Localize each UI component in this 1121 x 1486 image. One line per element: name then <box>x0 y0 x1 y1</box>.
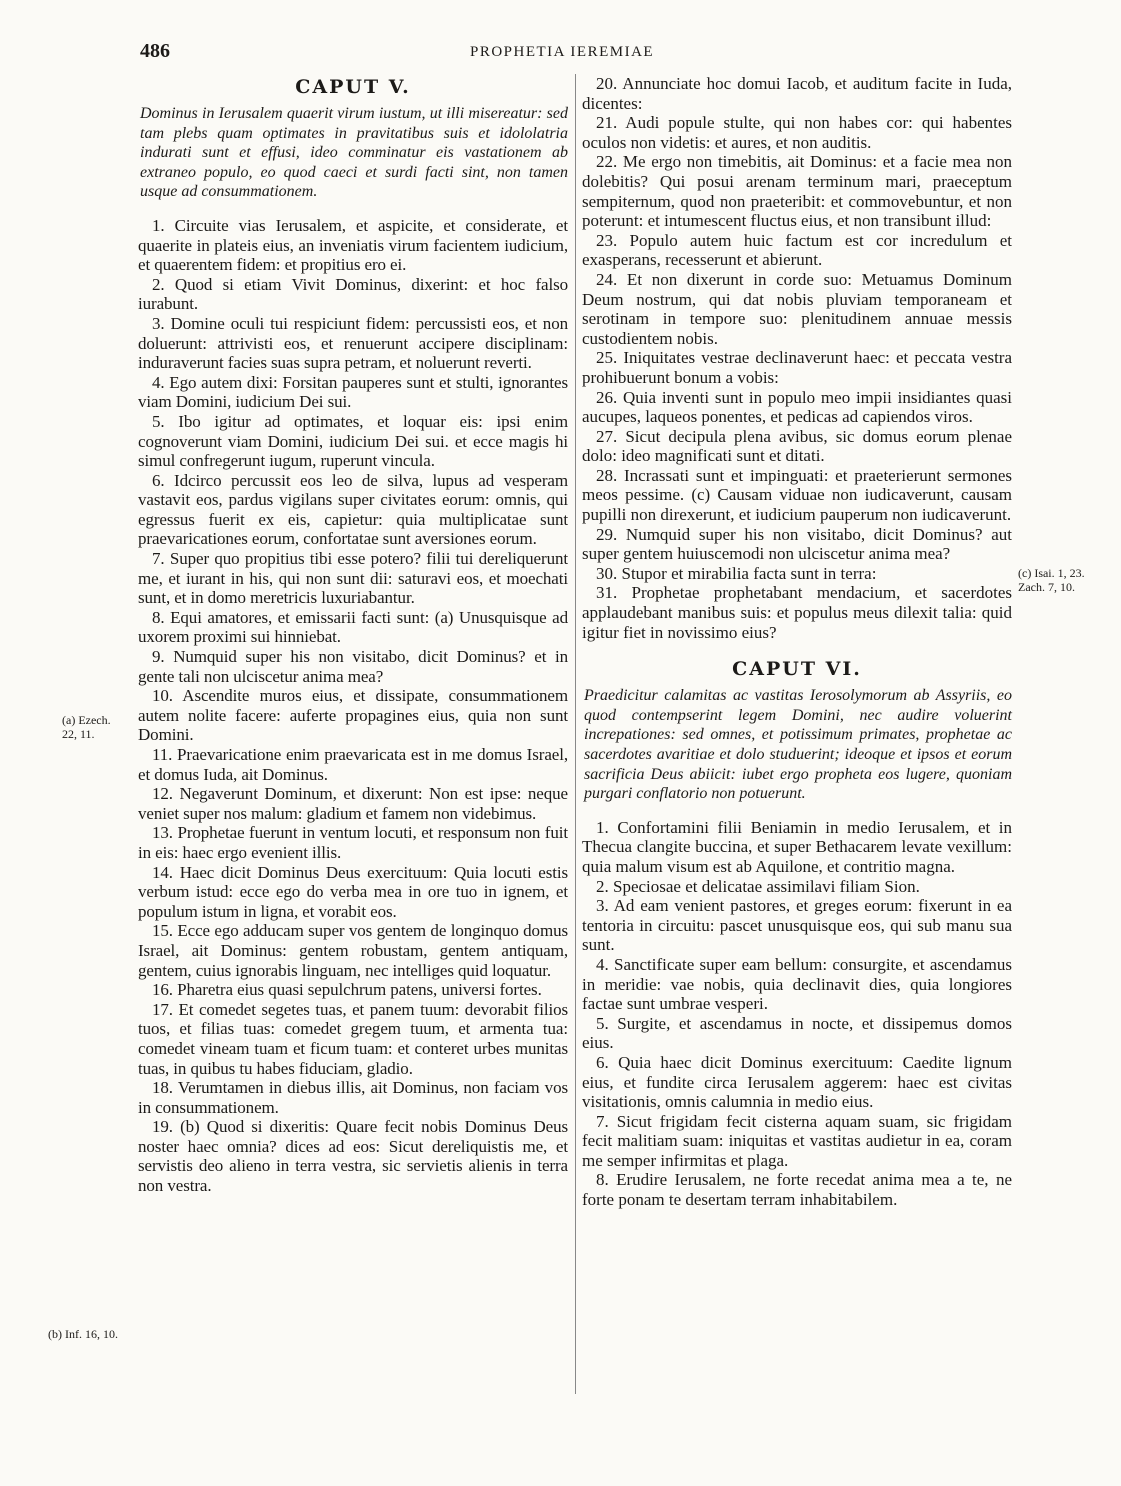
chapter-6-summary: Praedicitur calamitas ac vastitas Ierosolymorum ab Assyriis, eo quod contempserint legem Domini, nec audire voluerint increpationes: sed omnes, et potissimum primates, prophetae ac sacerdotes avaritiae et dolo studuerint; ideoque et ipsos et eorum sacrificia Deus abiicit: iubet ergo propheta eos lugere, quoniam purgari conflatorio non potuerunt. <box>584 687 1012 803</box>
verse: 10. Ascendite muros eius, et dissipate, consummationem autem nolite facere: auferte propagines eius, quia non sunt Domini. <box>138 686 568 745</box>
verse: 9. Numquid super his non visitabo, dicit Dominus? et in gente tali non ulciscetur anima mea? <box>138 647 568 686</box>
page-number: 486 <box>140 40 170 62</box>
verse: 7. Super quo propitius tibi esse potero? filii tui dereliquerunt me, et iurant in his, qui non sunt dii: saturavi eos, et moechati sunt, et in domo meretricis luxuriabantur. <box>138 549 568 608</box>
verse: 2. Speciosae et delicatae assimilavi filiam Sion. <box>596 876 920 896</box>
running-title: PROPHETIA IEREMIAE <box>470 44 655 60</box>
verse: 24. Et non dixerunt in corde suo: Metuamus Dominum Deum nostrum, qui dat nobis pluviam temporaneam et serotinam in tempore suo: plenitudinem annuae messis custodientem nobis. <box>582 269 1012 348</box>
verse: 18. Verumtamen in diebus illis, ait Dominus, non faciam vos in consummationem. <box>138 1078 568 1117</box>
verse: 6. Idcirco percussit eos leo de silva, lupus ad vesperam vastavit eos, pardus vigilans super civitates eorum: omnis, qui egressus fuerit ex eis, capietur: quia multiplicatae sunt praevaricationes eorum, confortatae sunt aversiones eorum. <box>138 470 568 549</box>
verse: 31. Prophetae prophetabant mendacium, et sacerdotes applaudebant manibus suis: et populus meus dilexit talia: quid igitur fiet in novissimo eius? <box>582 583 1012 642</box>
page-header <box>140 40 1012 70</box>
verse: 4. Ego autem dixi: Forsitan pauperes sunt et stulti, ignorantes viam Domini, iudicium Dei sui. <box>138 372 568 412</box>
verse: 11. Praevaricatione enim praevaricata est in me domus Israel, et domus Iuda, ait Dominus. <box>138 745 568 784</box>
verse: 30. Stupor et mirabilia facta sunt in terra: <box>596 563 877 583</box>
verse: 22. Me ergo non timebitis, ait Dominus: et a facie mea non dolebitis? Qui posui arenam terminum mari, praeceptum sempiternum, quod non praeteribit: et commovebuntur, et non poterunt: et intumescent fluctus eius, et non transibunt illud: <box>582 152 1012 231</box>
verse: 28. Incrassati sunt et impinguati: et praeterierunt sermones meos pessime. (c) Causam viduae non iudicaverunt, causam pupilli non direxerunt, et iudicium pauperum non iudicaverunt. <box>582 465 1012 525</box>
verse: 1. Circuite vias Ierusalem, et aspicite, et considerate, et quaerite in plateis eius, an inveniatis virum facientem iudicium, et quaerentem fidem: et propitius ero ei. <box>138 215 568 275</box>
verse: 3. Domine oculi tui respiciunt fidem: percussisti eos, et non doluerunt: attrivisti eos, et renuerunt accipere disciplinam: induraverunt facies suas supra petram, et noluerunt reverti. <box>138 313 568 373</box>
marginal-note-b: (b) Inf. 16, 10. <box>48 1327 118 1341</box>
verse: 7. Sicut frigidam fecit cisterna aquam suam, sic frigidam fecit malitiam suam: iniquitas et vastitas audietur in ea, coram me semper infirmitas et plaga. <box>582 1111 1012 1170</box>
verse: 21. Audi popule stulte, qui non habes cor: qui habentes oculos non videtis: et aures, et non auditis. <box>582 113 1012 152</box>
verse: 25. Iniquitates vestrae declinaverunt haec: et peccata vestra prohibuerunt bonum a vobis: <box>582 348 1012 387</box>
verse: 23. Populo autem huic factum est cor incredulum et exasperans, recesserunt et abierunt. <box>582 230 1012 270</box>
verse: 29. Numquid super his non visitabo, dicit Dominus? aut super gentem huiuscemodi non ulciscetur anima mea? <box>582 524 1012 564</box>
left-column <box>138 74 568 1196</box>
verse: 14. Haec dicit Dominus Deus exercituum: Quia locuti estis verbum istud: ecce ego do verba mea in ore tuo in ignem, et populum istum in ligna, et vorabit eos. <box>138 862 568 921</box>
chapter-gap <box>582 642 1012 656</box>
verse: 6. Quia haec dicit Dominus exercituum: Caedite lignum eius, et fundite circa Ierusalem aggerem: haec est civitas visitationis, omnis calumnia in medio eius. <box>582 1052 1012 1112</box>
chapter-5-summary: Dominus in Ierusalem quaerit virum iustum, ut illi misereatur: sed tam plebs quam optimates in pravitatibus suis et idololatria indurati sunt et effusi, ideo comminatur eis vastationem ab extraneo populo, eo quod caeci et surdi facti sint, non tamen usque ad consummationem. <box>140 105 568 201</box>
verse: 17. Et comedet segetes tuas, et panem tuum: devorabit filios tuos, et filias tuas: comedet gregem tuum, et armenta tua: comedet vineam tuam et ficum tuam: et conteret urbes munitas tuas, in quibus tu habes fiduciam, gladio. <box>138 999 568 1078</box>
verse: 27. Sicut decipula plena avibus, sic domus eorum plenae dolo: ideo magnificati sunt et ditati. <box>582 426 1012 466</box>
verse: 13. Prophetae fuerunt in ventum locuti, et responsum non fuit in eis: haec ergo evenient illis. <box>138 823 568 862</box>
verse: 12. Negaverunt Dominum, et dixerunt: Non est ipse: neque veniet super nos malum: gladium et famem non videbimus. <box>138 784 568 823</box>
verse: 26. Quia inventi sunt in populo meo impii insidiantes quasi aucupes, laqueos ponentes, et pedicas ad capiendos viros. <box>582 387 1012 427</box>
chapter-5-title: CAPUT V. <box>295 76 411 98</box>
verse: 8. Equi amatores, et emissarii facti sunt: (a) Unusquisque ad uxorem proximi sui hinniebat. <box>138 607 568 647</box>
marginal-note-c: (c) Isai. 1, 23. Zach. 7, 10. <box>1018 566 1085 594</box>
verse: 3. Ad eam venient pastores, et greges eorum: fixerunt in ea tentoria in circuitu: pascet unusquisque eos, qui sub manu sua sunt. <box>582 896 1012 955</box>
verse: 16. Pharetra eius quasi sepulchrum patens, universi fortes. <box>152 980 542 1000</box>
verse: 5. Ibo igitur ad optimates, et loquar eis: ipsi enim cognoverunt viam Domini, iudicium Dei sui. et ecce magis hi simul confregerunt iugum, ruperunt vincula. <box>138 411 568 471</box>
verse: 2. Quod si etiam Vivit Dominus, dixerint: et hoc falso iurabunt. <box>138 274 568 314</box>
verse: 5. Surgite, et ascendamus in nocte, et dissipemus domos eius. <box>582 1013 1012 1053</box>
right-column <box>582 74 1012 1210</box>
verse: 4. Sanctificate super eam bellum: consurgite, et ascendamus in meridie: vae nobis, quia declinavit dies, quia longiores factae sunt umbrae vesperi. <box>582 954 1012 1014</box>
column-divider <box>575 74 576 1394</box>
chapter-6-title: CAPUT VI. <box>732 658 862 681</box>
verse: 19. (b) Quod si dixeritis: Quare fecit nobis Dominus Deus noster haec omnia? dices ad eos: Sicut dereliquistis me, et servistis deo alieno in terra vestra, sic servietis alienis in terra non vestra. <box>138 1117 568 1196</box>
marginal-note-a: (a) Ezech. 22, 11. <box>62 713 111 741</box>
verse: 8. Erudire Ierusalem, ne forte recedat anima mea a te, ne forte ponam te desertam terram inhabitabilem. <box>582 1170 1012 1210</box>
verse: 20. Annunciate hoc domui Iacob, et auditum facite in Iuda, dicentes: <box>582 74 1012 113</box>
verse: 1. Confortamini filii Beniamin in medio Ierusalem, et in Thecua clangite buccina, et super Bethacarem levate vexillum: quia malum visum est ab Aquilone, et contritio magna. <box>582 817 1012 876</box>
verse: 15. Ecce ego adducam super vos gentem de longinquo domus Israel, ait Dominus: gentem robustam, gentem antiquam, gentem, cuius ignorabis linguam, nec intelliges quid loquatur. <box>138 921 568 980</box>
